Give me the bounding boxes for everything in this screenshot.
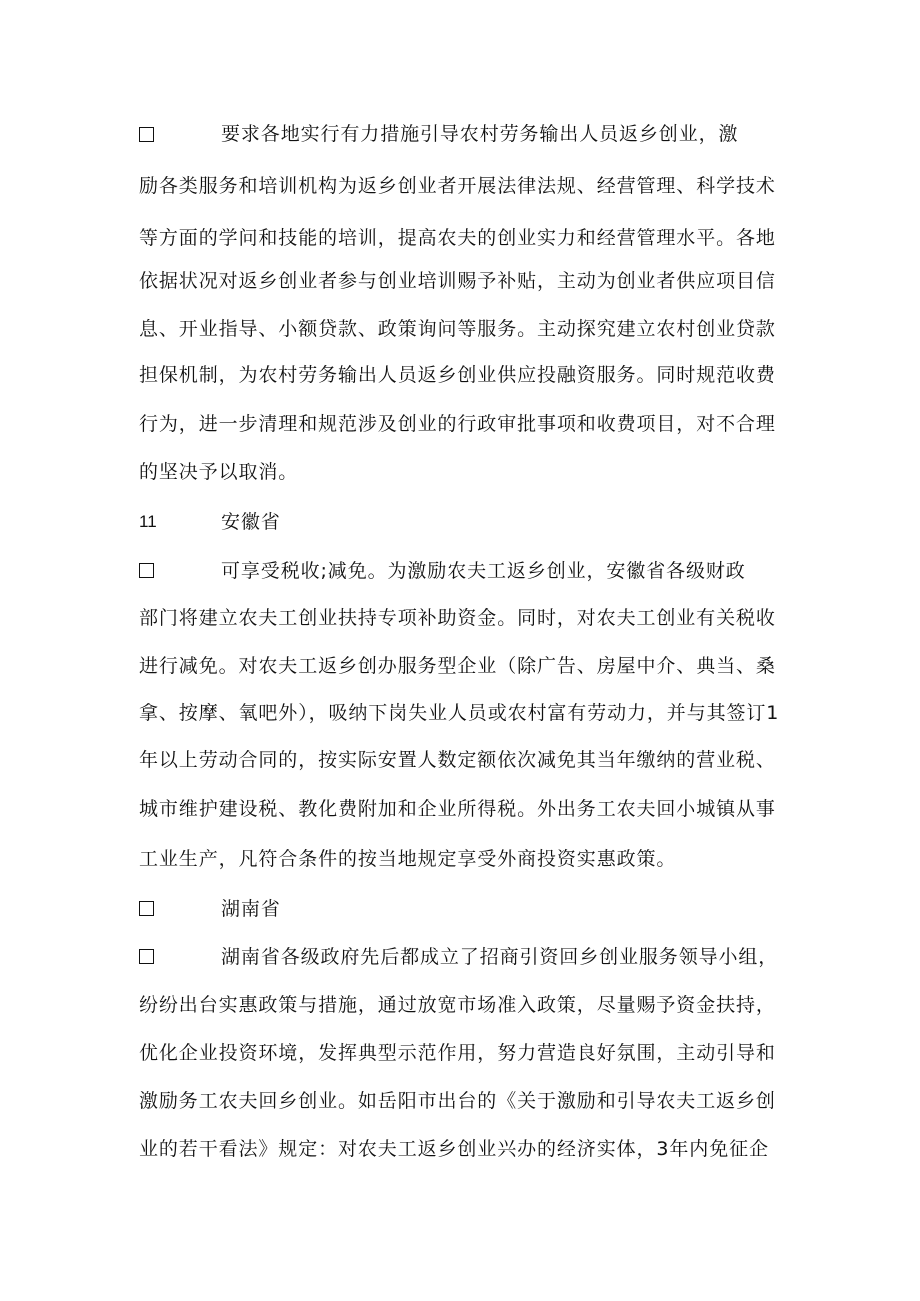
paragraph-line: 行为，进一步清理和规范涉及创业的行政审批事项和收费项目，对不合理 bbox=[139, 413, 776, 435]
paragraph-line: 拿、按摩、氧吧外），吸纳下岗失业人员或农村富有劳动力，并与其签订1 bbox=[139, 702, 780, 724]
paragraph-line: 可享受税收;减免。为激励农夫工返乡创业，安徽省各级财政 bbox=[221, 560, 746, 582]
section-heading: 湖南省 bbox=[221, 898, 281, 920]
paragraph-line: 业的若干看法》规定：对农夫工返乡创业兴办的经济实体，3年内免征企 bbox=[139, 1138, 769, 1160]
paragraph-line: 息、开业指导、小额贷款、政策询问等服务。主动探究建立农村创业贷款 bbox=[139, 318, 776, 340]
paragraph-line: 进行减免。对农夫工返乡创办服务型企业（除广告、房屋中介、典当、桑 bbox=[139, 655, 776, 677]
paragraph-line: 要求各地实行有力措施引导农村劳务输出人员返乡创业，激 bbox=[221, 123, 739, 145]
paragraph-line: 部门将建立农夫工创业扶持专项补助资金。同时，对农夫工创业有关税收 bbox=[139, 607, 776, 629]
checkbox-icon bbox=[139, 901, 154, 916]
checkbox-icon bbox=[139, 127, 154, 142]
section-number: 11 bbox=[139, 512, 157, 531]
paragraph-line: 湖南省各级政府先后都成立了招商引资回乡创业服务领导小组， bbox=[221, 946, 779, 968]
paragraph-line: 激励务工农夫回乡创业。如岳阳市出台的《关于激励和引导农夫工返乡创 bbox=[139, 1090, 776, 1112]
paragraph-line: 工业生产，凡符合条件的按当地规定享受外商投资实惠政策。 bbox=[139, 848, 677, 870]
paragraph-line: 等方面的学问和技能的培训，提高农夫的创业实力和经营管理水平。各地 bbox=[139, 227, 776, 249]
paragraph-line: 的坚决予以取消。 bbox=[139, 461, 299, 483]
section-heading: 安徽省 bbox=[221, 511, 281, 533]
paragraph-line: 城市维护建设税、教化费附加和企业所得税。外出务工农夫回小城镇从事 bbox=[139, 798, 776, 820]
paragraph-line: 优化企业投资环境，发挥典型示范作用，努力营造良好氛围，主动引导和 bbox=[139, 1042, 776, 1064]
paragraph-line: 依据状况对返乡创业者参与创业培训赐予补贴，主动为创业者供应项目信 bbox=[139, 270, 776, 292]
checkbox-icon bbox=[139, 563, 154, 578]
paragraph-line: 纷纷出台实惠政策与措施，通过放宽市场准入政策，尽量赐予资金扶持， bbox=[139, 994, 776, 1016]
checkbox-icon bbox=[139, 949, 154, 964]
paragraph-line: 励各类服务和培训机构为返乡创业者开展法律法规、经营管理、科学技术 bbox=[139, 175, 776, 197]
paragraph-line: 年以上劳动合同的，按实际安置人数定额依次减免其当年缴纳的营业税、 bbox=[139, 749, 776, 771]
paragraph-line: 担保机制，为农村劳务输出人员返乡创业供应投融资服务。同时规范收费 bbox=[139, 364, 776, 386]
